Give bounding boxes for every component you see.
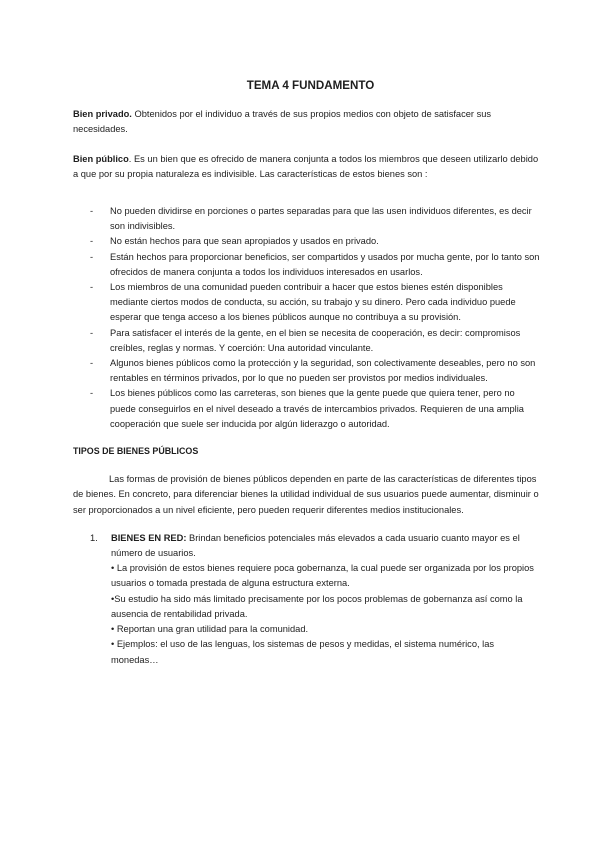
type-text: Brindan beneficios potenciales más elevados a cada usuario cuanto mayor es el número de usuarios.	[111, 532, 520, 559]
sub-point: • Reportan una gran utilidad para la comunidad.	[111, 624, 309, 635]
section-heading: TIPOS DE BIENES PÚBLICOS	[73, 446, 199, 457]
definition-text: Obtenidos por el individuo a través de sus propios medios con objeto de satisfacer sus necesidades.	[73, 109, 492, 135]
list-item	[73, 326, 540, 356]
list-item	[73, 204, 540, 234]
list-item	[73, 250, 540, 280]
list-item-text: Los bienes públicos como las carreteras, son bienes que la gente puede que quiera tener, pero no puede conseguirlos en el nivel deseado a través de intercambios privados. Requieren de una amplia cooperación que suele ser inducida por algún liderazgo o autoridad.	[110, 388, 524, 429]
list-item	[73, 280, 540, 326]
section-intro: Las formas de provisión de bienes públicos dependen en parte de las características de diferentes tipos de bienes. En concreto, para diferenciar bienes la utilidad individual de sus usuarios puede aumentar, disminuir o ser proporcionados a un nivel eficiente, pero pueden requerir diferentes medios institucionales.	[73, 474, 539, 515]
list-item-text: No están hechos para que sean apropiados y usados en privado.	[110, 236, 379, 247]
type-term: BIENES EN RED:	[111, 532, 187, 543]
list-item-text: Para satisfacer el interés de la gente, en el bien se necesita de cooperación, es decir: compromisos creíbles, reglas y normas. Y coerción: Una autoridad vinculante.	[110, 327, 521, 353]
sub-point: •Su estudio ha sido más limitado precisamente por los pocos problemas de gobernanza así como la ausencia de rentabilidad privada.	[111, 593, 523, 619]
sub-point: • La provisión de estos bienes requiere poca gobernanza, la cual puede ser organizada por los propios usuarios o tomada prestada de alguna estructura externa.	[111, 563, 534, 589]
list-item-text: Están hechos para proporcionar beneficios, ser compartidos y usados por mucha gente, por lo tanto son ofrecidos de manera conjunta a todos los individuos interesados en usarlos.	[110, 251, 540, 277]
list-item-text: No pueden dividirse en porciones o partes separadas para que las usen individuos diferentes, es decir son indivisibles.	[110, 206, 532, 232]
list-item	[73, 356, 540, 386]
characteristics-list	[73, 204, 540, 432]
list-item	[73, 386, 540, 432]
dash-bullet: -	[90, 388, 94, 399]
dash-bullet: -	[90, 236, 94, 247]
sub-point: • Ejemplos: el uso de las lenguas, los sistemas de pesos y medidas, el sistema numérico, las monedas…	[111, 639, 495, 665]
list-item-text: Algunos bienes públicos como la protección y la seguridad, son colectivamente deseables, pero no son rentables en términos privados, por lo que no pueden ser provistos por medios individuales.	[110, 358, 536, 384]
dash-bullet: -	[90, 358, 94, 369]
types-list	[73, 531, 540, 668]
list-item-text: Los miembros de una comunidad pueden contribuir a hacer que estos bienes estén disponibles mediante ciertos modos de conducta, su acción, su trabajo y su dinero. Pero cada individuo puede esperar que tenga acceso a los bienes públicos aunque no contribuya a su provisión.	[110, 282, 516, 323]
list-item	[73, 234, 540, 249]
definition-public-good	[73, 152, 540, 182]
dash-bullet: -	[90, 327, 94, 338]
definition-text: . Es un bien que es ofrecido de manera conjunta a todos los miembros que deseen utilizarlo debido a que por su propia naturaleza es indivisible. Las características de estos bienes son :	[73, 153, 539, 179]
list-number: 1.	[90, 532, 98, 543]
dash-bullet: -	[90, 206, 94, 217]
definition-term: Bien privado.	[73, 109, 132, 120]
dash-bullet: -	[90, 251, 94, 262]
definition-term: Bien público	[73, 153, 129, 164]
definition-private-good	[73, 107, 540, 137]
list-item-network-goods	[73, 531, 540, 668]
page-title: TEMA 4 FUNDAMENTO	[246, 79, 375, 92]
dash-bullet: -	[90, 282, 94, 293]
